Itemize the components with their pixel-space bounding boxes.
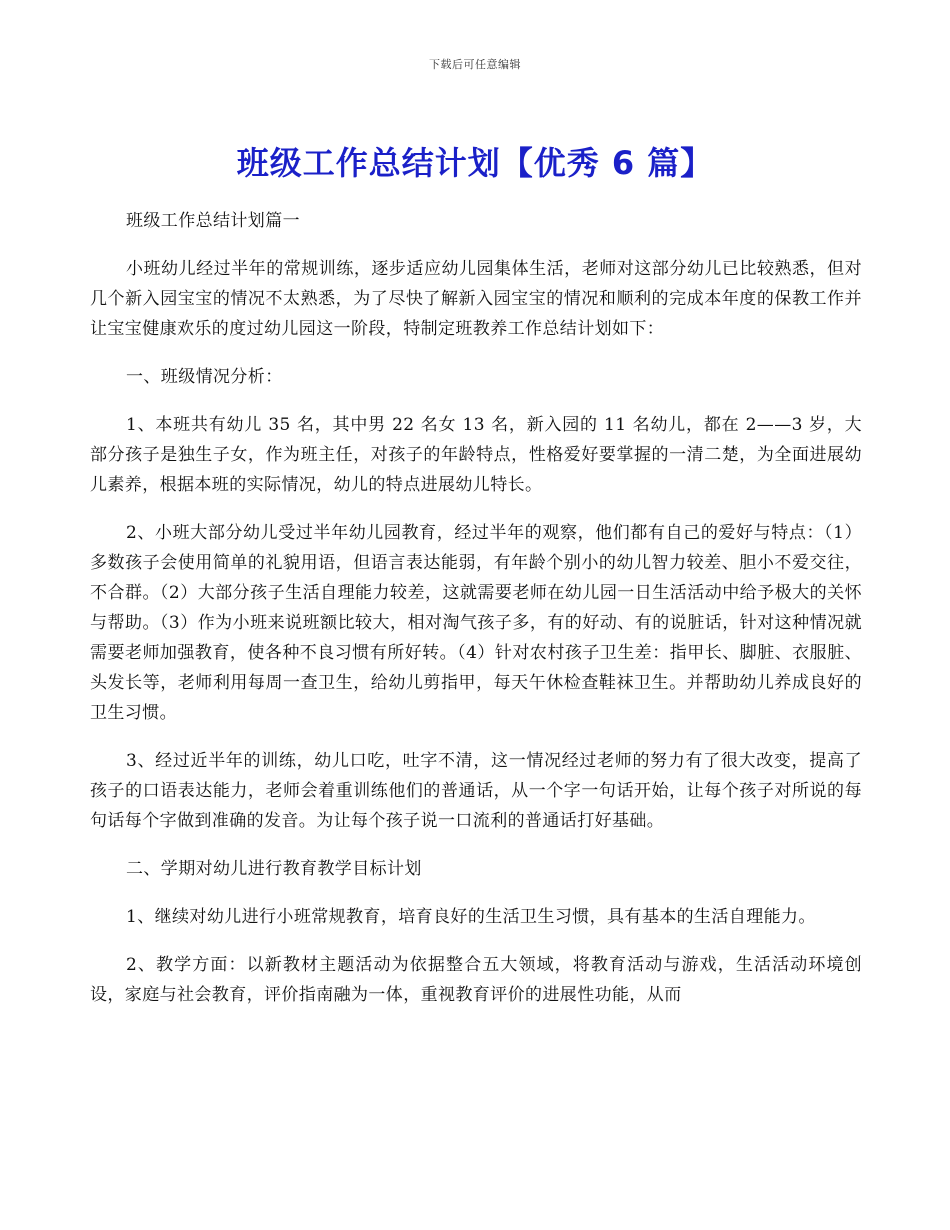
intro-paragraph: 小班幼儿经过半年的常规训练，逐步适应幼儿园集体生活，老师对这部分幼儿已比较熟悉，但对几个新入园宝宝的情况不太熟悉，为了尽快了解新入园宝宝的情况和顺利的完成本年度的保教工作并让宝宝健康欢乐的度过幼儿园这一阶段，特制定班教养工作总结计划如下： [90, 259, 862, 339]
section-heading-1: 班级工作总结计划篇一 [126, 211, 300, 231]
paragraph-analysis-3: 3、经过近半年的训练，幼儿口吃，吐字不清，这一情况经过老师的努力有了很大改变，提高了孩子的口语表达能力，老师会着重训练他们的普通话，从一个字一句话开始，让每个孩子对所说的每句话每个字做到准确的发音。为让每个孩子说一口流利的普通话打好基础。 [90, 751, 862, 831]
heading-class-analysis: 一、班级情况分析： [126, 367, 283, 387]
heading-teaching-goals: 二、学期对幼儿进行教育教学目标计划 [126, 859, 422, 879]
paragraph-analysis-1: 1、本班共有幼儿 35 名，其中男 22 名女 13 名，新入园的 11 名幼儿，都在 2——3 岁，大部分孩子是独生子女，作为班主任，对孩子的年龄特点，性格爱好要掌握的一清二楚，为全面进展幼儿素养，根据本班的实际情况，幼儿的特点进展幼儿特长。 [90, 415, 862, 495]
document-body [90, 206, 862, 1028]
document-title: 班级工作总结计划【优秀 6 篇】 [236, 144, 714, 182]
paragraph-analysis-2: 2、小班大部分幼儿受过半年幼儿园教育，经过半年的观察，他们都有自己的爱好与特点：（1）多数孩子会使用简单的礼貌用语，但语言表达能弱，有年龄个别小的幼儿智力较差、胆小不爱交往，不合群。（2）大部分孩子生活自理能力较差，这就需要老师在幼儿园一日生活活动中给予极大的关怀与帮助。（3）作为小班来说班额比较大，相对淘气孩子多，有的好动、有的说脏话，针对这种情况就需要老师加强教育，使各种不良习惯有所好转。（4）针对农村孩子卫生差：指甲长、脚脏、衣服脏、头发长等，老师利用每周一查卫生，给幼儿剪指甲，每天午休检查鞋袜卫生。并帮助幼儿养成良好的卫生习惯。 [90, 523, 862, 723]
paragraph-goal-1: 1、继续对幼儿进行小班常规教育，培育良好的生活卫生习惯，具有基本的生活自理能力。 [126, 907, 816, 927]
download-note: 下载后可任意编辑 [429, 58, 521, 71]
paragraph-goal-2: 2、教学方面：以新教材主题活动为依据整合五大领域，将教育活动与游戏，生活活动环境创设，家庭与社会教育，评价指南融为一体，重视教育评价的进展性功能，从而 [90, 955, 862, 1005]
